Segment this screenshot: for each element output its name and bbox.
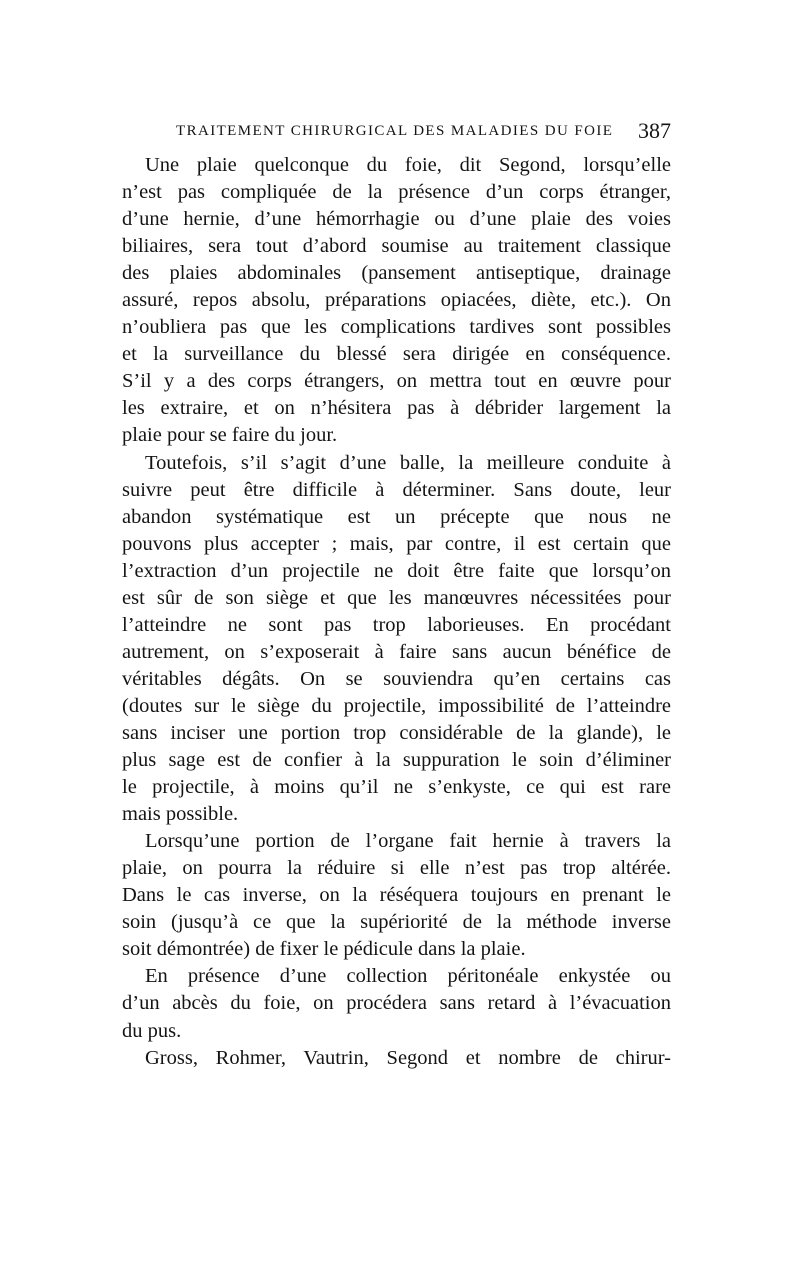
text-line: d’un abcès du foie, on procédera sans retard à l’évacuation: [122, 992, 671, 1015]
text-line: plus sage est de confier à la suppuration le soin d’éliminer: [122, 749, 671, 772]
running-head: [174, 118, 671, 148]
text-line: les extraire, et on n’hésitera pas à débrider largement la: [122, 397, 671, 420]
text-line: pouvons plus accepter ; mais, par contre, il est certain que: [122, 532, 671, 555]
text-line: soin (jusqu’à ce que la supériorité de la méthode inverse: [122, 911, 671, 934]
text-line: le projectile, à moins qu’il ne s’enkyste, ce qui est rare: [122, 776, 671, 799]
text-line: est sûr de son siège et que les manœuvres nécessitées pour: [122, 586, 671, 609]
text-line: véritables dégâts. On se souviendra qu’en certains cas: [122, 667, 671, 690]
text-line: et la surveillance du blessé sera dirigée en conséquence.: [122, 343, 671, 366]
text-line: l’extraction d’un projectile ne doit être faite que lorsqu’on: [122, 559, 671, 582]
text-line: autrement, on s’exposerait à faire sans aucun bénéfice de: [122, 640, 671, 663]
text-line: sans inciser une portion trop considérable de la glande), le: [122, 721, 671, 744]
text-line: mais possible.: [122, 803, 239, 826]
text-line: soit démontrée) de fixer le pédicule dans la plaie.: [122, 938, 526, 961]
text-line: biliaires, sera tout d’abord soumise au traitement classique: [122, 235, 671, 258]
text-line: Gross, Rohmer, Vautrin, Segond et nombre de chirur-: [145, 1046, 671, 1069]
text-line: l’atteindre ne sont pas trop laborieuses. En procédant: [122, 613, 671, 636]
text-line: Dans le cas inverse, on la réséquera toujours en prenant le: [122, 884, 671, 907]
text-line: S’il y a des corps étrangers, on mettra tout en œuvre pour: [122, 370, 671, 393]
text-line: Lorsqu’une portion de l’organe fait hernie à travers la: [145, 830, 671, 853]
text-line: plaie pour se faire du jour.: [122, 424, 338, 447]
text-line: d’une hernie, d’une hémorrhagie ou d’une plaie des voies: [122, 208, 671, 231]
text-line: n’oubliera pas que les complications tardives sont possibles: [122, 316, 671, 339]
text-line: suivre peut être difficile à déterminer. Sans doute, leur: [122, 478, 671, 501]
text-line: du pus.: [122, 1019, 182, 1042]
text-line: des plaies abdominales (pansement antiseptique, drainage: [122, 262, 671, 285]
text-line: assuré, repos absolu, préparations opiacées, diète, etc.). On: [122, 289, 671, 312]
text-line: n’est pas compliquée de la présence d’un corps étranger,: [122, 181, 671, 204]
page-number: 387: [638, 118, 671, 143]
text-line: Toutefois, s’il s’agit d’une balle, la meilleure conduite à: [145, 451, 671, 474]
text-line: abandon systématique est un précepte que nous ne: [122, 505, 671, 528]
text-line: plaie, on pourra la réduire si elle n’est pas trop altérée.: [122, 857, 671, 880]
running-title: TRAITEMENT CHIRURGICAL DES MALADIES DU FOIE: [176, 123, 614, 139]
body-text: [122, 152, 671, 1072]
text-line: (doutes sur le siège du projectile, impossibilité de l’atteindre: [122, 694, 671, 717]
text-line: En présence d’une collection péritonéale enkystée ou: [145, 965, 671, 988]
text-line: Une plaie quelconque du foie, dit Segond, lorsqu’elle: [145, 154, 671, 176]
